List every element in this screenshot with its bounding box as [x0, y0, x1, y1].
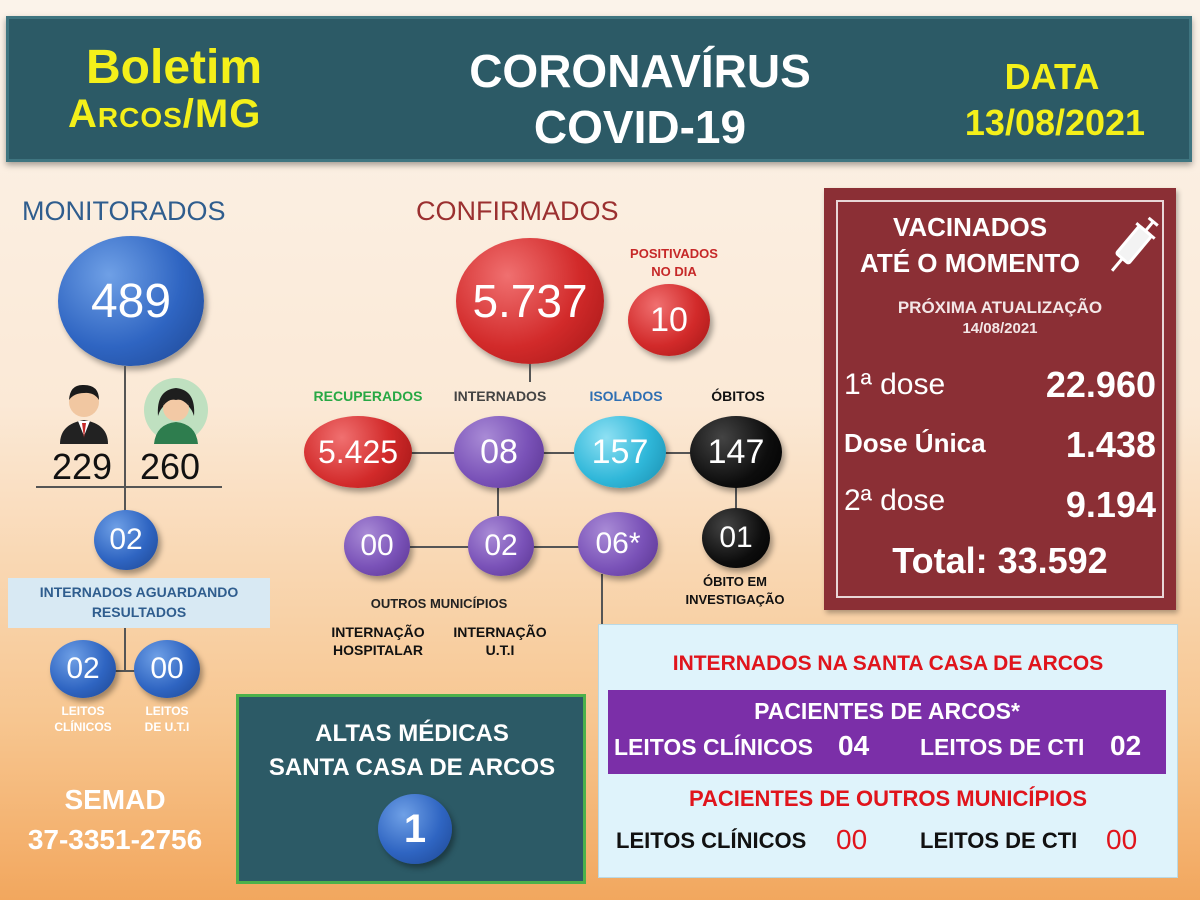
obitos-label: ÓBITOS: [711, 388, 765, 404]
internados-down-line: [497, 484, 499, 516]
proxima-atualizacao-label: PRÓXIMA ATUALIZAÇÃO: [897, 298, 1103, 317]
monitorados-men: 229: [52, 446, 113, 487]
boletim-label: Boletim: [86, 41, 263, 94]
internados-aguardando: 02: [94, 510, 158, 570]
outros-clinicos-value: 00: [836, 824, 868, 855]
syringe-icon: [1104, 212, 1160, 282]
obitos-value: 147: [690, 416, 782, 488]
pacientes-outros-title: PACIENTES DE OUTROS MUNICÍPIOS: [688, 786, 1088, 811]
arcos-cti-label: LEITOS DE CTI: [920, 734, 1085, 760]
dose1-label: 1ª dose: [844, 368, 946, 401]
santa-casa-title: INTERNADOS NA SANTA CASA DE ARCOS: [672, 652, 1104, 675]
obito-investigacao-label2: INVESTIGAÇÃO: [685, 592, 785, 607]
altas-title2: SANTA CASA DE ARCOS: [268, 754, 556, 781]
dose1-value: 22.960: [1045, 364, 1156, 405]
monitorados-vline: [124, 366, 126, 516]
dose2-label: 2ª dose: [844, 484, 946, 517]
woman-icon: [144, 376, 208, 444]
date-label: DATA: [1004, 56, 1100, 97]
recuperados-value: 5.425: [304, 416, 412, 488]
internacao-hospitalar-label1: INTERNAÇÃO: [331, 624, 425, 640]
leitos-uti-value: 00: [134, 640, 200, 698]
isolados-label: ISOLADOS: [589, 388, 663, 404]
positivados-value: 10: [628, 284, 710, 356]
internacao-uti-label1: INTERNAÇÃO: [453, 624, 547, 640]
isolados-value: 157: [574, 416, 666, 488]
title-coronavirus: CORONAVÍRUS: [469, 45, 811, 97]
internados-aguardando-label1: INTERNADOS AGUARDANDO: [39, 584, 239, 600]
recuperados-label: RECUPERADOS: [313, 388, 423, 404]
leitos-uti-label1: LEITOS: [145, 704, 189, 718]
arcos-cti-value: 02: [1110, 730, 1142, 761]
positivados-label1: POSITIVADOS: [630, 246, 718, 261]
confirmados-total: 5.737: [456, 238, 604, 364]
pacientes-arcos-title: PACIENTES DE ARCOS*: [754, 698, 1020, 724]
vacinados-title1: VACINADOS: [892, 212, 1048, 242]
dose-unica-label: Dose Única: [844, 428, 986, 458]
vacinados-title2: ATÉ O MOMENTO: [859, 248, 1081, 278]
altas-title1: ALTAS MÉDICAS: [315, 720, 509, 747]
confirmados-vline: [529, 364, 531, 382]
man-icon: [56, 378, 112, 444]
leitos-vline: [124, 628, 126, 672]
vacinados-total: Total: 33.592: [892, 540, 1108, 581]
altas-value: 1: [378, 794, 452, 864]
internacao-hospitalar-value: 02: [468, 516, 534, 576]
leitos-uti-label2: DE U.T.I: [144, 720, 190, 734]
title-covid: COVID-19: [533, 101, 747, 153]
obito-investigacao-value: 01: [702, 508, 770, 568]
confirmados-title: CONFIRMADOS: [416, 196, 619, 226]
internados-value: 08: [454, 416, 544, 488]
internacao-uti-label2: U.T.I: [485, 642, 515, 658]
internacao-hospitalar-label2: HOSPITALAR: [333, 642, 423, 658]
positivados-label2: NO DIA: [651, 264, 697, 279]
arcos-clinicos-label: LEITOS CLÍNICOS: [614, 734, 813, 760]
contact-org: SEMAD: [64, 784, 166, 815]
leitos-clinicos-label2: CLÍNICOS: [54, 720, 112, 734]
dose2-value: 9.194: [1065, 484, 1156, 525]
monitorados-title: MONITORADOS: [22, 196, 226, 226]
outros-cti-value: 00: [1106, 824, 1138, 855]
outros-municipios-label: OUTROS MUNICÍPIOS: [370, 596, 508, 611]
date-value: 13/08/2021: [964, 102, 1146, 143]
obito-investigacao-label1: ÓBITO EM: [702, 574, 768, 589]
outros-municipios-value: 00: [344, 516, 410, 576]
monitorados-women: 260: [140, 446, 201, 487]
dose-unica-value: 1.438: [1065, 424, 1156, 465]
city-label: Arcos/MG: [68, 92, 262, 136]
proxima-atualizacao-date: 14/08/2021: [962, 320, 1038, 337]
leitos-clinicos-value: 02: [50, 640, 116, 698]
internados-label: INTERNADOS: [453, 388, 547, 404]
arcos-clinicos-value: 04: [838, 730, 870, 761]
internados-aguardando-label2: RESULTADOS: [91, 604, 187, 620]
internacao-uti-value: 06*: [578, 512, 658, 576]
outros-clinicos-label: LEITOS CLÍNICOS: [616, 828, 807, 853]
row1-hline: [360, 452, 736, 454]
outros-cti-label: LEITOS DE CTI: [920, 828, 1078, 853]
contact-phone: 37-3351-2756: [27, 824, 203, 855]
monitorados-total: 489: [58, 236, 204, 366]
leitos-clinicos-label1: LEITOS: [61, 704, 105, 718]
